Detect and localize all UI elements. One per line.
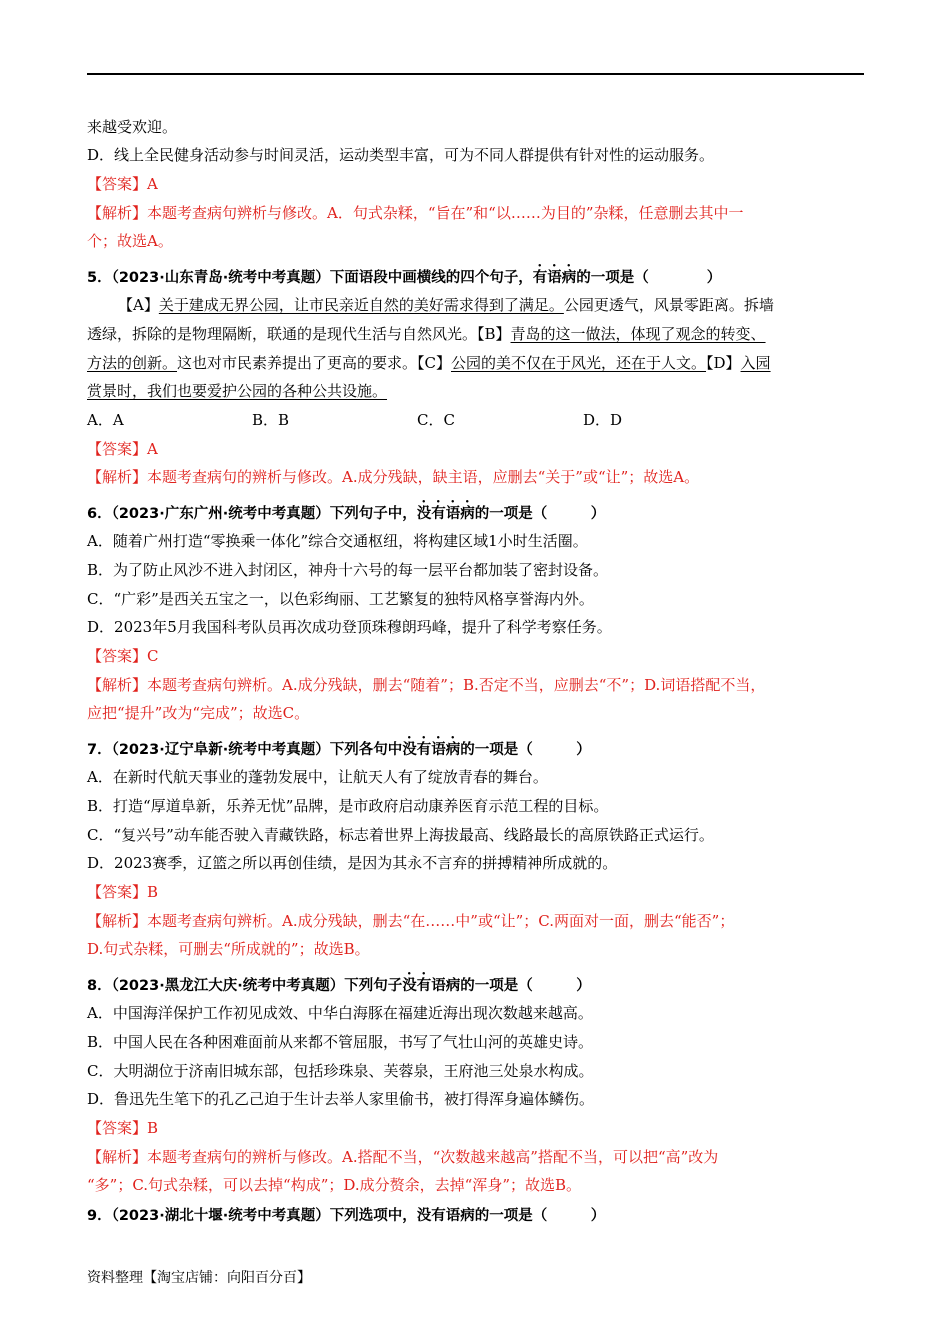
q6-emphasis: 没有语病	[416, 506, 475, 522]
q4-option-d: D．线上全民健身活动参与时间灵活，运动类型丰富，可为不同人群提供有针对性的运动服务。	[87, 146, 715, 164]
q7-option-d: D．2023赛季，辽篮之所以再创佳绩，是因为其永不言弃的拼搏精神所成就的。	[87, 854, 618, 872]
q4-analysis-line1: 【解析】本题考查病句辨析与修改。A．句式杂糅，“旨在”和“以……为目的”杂糅，任意删去其中一	[87, 204, 744, 222]
q4-answer: 【答案】A	[87, 175, 158, 193]
q5-option-a: A．A	[87, 411, 124, 429]
q5-sentence-a: 关于建成无界公园，让市民亲近自然的美好需求得到了满足。	[158, 296, 564, 314]
q7-analysis-line2: D.句式杂糅，可删去“所成就的”；故选B。	[87, 940, 370, 958]
q5-option-d: D．D	[583, 411, 623, 429]
q5-sentence-d: 入园	[740, 354, 771, 372]
paragraph-fragment: 来越受欢迎。	[87, 118, 178, 136]
q5-passage-line3: 方法的创新。这也对市民素养提出了更高的要求。【C】公园的美不仅在于风光，还在于人文。【D】入园	[87, 354, 771, 372]
q8-title: 8．（2023·黑龙江大庆·统考中考真题）下列句子没有语病的一项是（ ）	[87, 978, 591, 994]
q5-options	[87, 410, 864, 430]
q6-option-a: A．随着广州打造“零换乘一体化”综合交通枢纽，将构建区域1小时生活圈。	[87, 532, 588, 550]
q7-analysis-line1: 【解析】本题考查病句辨析。A.成分残缺，删去“在……中”或“让”；C.两面对一面，删去“能否”；	[87, 912, 735, 930]
q5-emphasis: 有语病	[532, 270, 577, 286]
q6-option-d: D．2023年5月我国科考队员再次成功登顶珠穆朗玛峰，提升了科学考察任务。	[87, 618, 612, 636]
q6-answer: 【答案】C	[87, 647, 159, 665]
q5-answer: 【答案】A	[87, 440, 158, 458]
q7-option-a: A．在新时代航天事业的蓬勃发展中，让航天人有了绽放青春的舞台。	[87, 768, 548, 786]
q5-title: 5．（2023·山东青岛·统考中考真题）下面语段中画横线的四个句子，有语病的一项是（ ）	[87, 270, 722, 286]
q8-option-c: C．大明湖位于济南旧城东部，包括珍珠泉、芙蓉泉，王府池三处泉水构成。	[87, 1062, 594, 1080]
q7-answer: 【答案】B	[87, 883, 159, 901]
q8-analysis-line2: “多”；C.句式杂糅，可以去掉“构成”；D.成分赘余，去掉“浑身”；故选B。	[87, 1176, 582, 1194]
q8-answer: 【答案】B	[87, 1119, 159, 1137]
footer-source: 资料整理【淘宝店铺：向阳百分百】	[87, 1270, 311, 1286]
q8-option-a: A．中国海洋保护工作初见成效、中华白海豚在福建近海出现次数越来越高。	[87, 1004, 593, 1022]
q5-passage-line2: 透绿，拆除的是物理隔断，联通的是现代生活与自然风光。【B】青岛的这一做法，体现了观念的转变、	[87, 325, 766, 343]
q4-analysis-line2: 个；故选A。	[87, 232, 173, 250]
q5-sentence-b: 青岛的这一做法，体现了观念的转变、	[510, 325, 766, 343]
q8-option-b: B．中国人民在各种困难面前从来都不管屈服，书写了气壮山河的英雄史诗。	[87, 1033, 594, 1051]
q9-title: 9．（2023·湖北十堰·统考中考真题）下列选项中，没有语病的一项是（ ）	[87, 1208, 606, 1224]
q5-sentence-c: 公园的美不仅在于风光，还在于人文。	[451, 354, 707, 372]
q7-option-b: B．打造“厚道阜新，乐养无忧”品牌，是市政府启动康养医育示范工程的目标。	[87, 797, 609, 815]
q5-passage-line4: 赏景时，我们也要爱护公园的各种公共设施。	[87, 382, 388, 400]
q5-option-b: B．B	[252, 411, 290, 429]
header-rule	[87, 73, 864, 75]
q6-analysis-line1: 【解析】本题考查病句辨析。A.成分残缺，删去“随着”；B.否定不当，应删去“不”；D.词语搭配不当，	[87, 676, 766, 694]
q8-emphasis: 没有	[402, 978, 432, 994]
q5-option-c: C．C	[417, 411, 455, 429]
q6-analysis-line2: 应把“提升”改为“完成”；故选C。	[87, 704, 310, 722]
q5-passage-line1: 【A】关于建成无界公园，让市民亲近自然的美好需求得到了满足。公园更透气，风景零距离。拆墙	[118, 296, 774, 314]
q8-option-d: D．鲁迅先生笔下的孔乙己迫于生计去举人家里偷书，被打得浑身遍体鳞伤。	[87, 1090, 595, 1108]
q5-analysis: 【解析】本题考查病句的辨析与修改。A.成分残缺，缺主语，应删去“关于”或“让”；故选A。	[87, 468, 700, 486]
q8-analysis-line1: 【解析】本题考查病句的辨析与修改。A.搭配不当，“次数越来越高”搭配不当，可以把“高”改为	[87, 1148, 719, 1166]
q6-option-c: C．“广彩”是西关五宝之一，以色彩绚丽、工艺繁复的独特风格享誉海内外。	[87, 590, 594, 608]
q7-option-c: C．“复兴号”动车能否驶入青藏铁路，标志着世界上海拔最高、线路最长的高原铁路正式运行。	[87, 826, 714, 844]
q6-title: 6．（2023·广东广州·统考中考真题）下列句子中，没有语病的一项是（ ）	[87, 506, 606, 522]
q7-title: 7．（2023·辽宁阜新·统考中考真题）下列各句中没有语病的一项是（ ）	[87, 742, 591, 758]
q6-option-b: B．为了防止风沙不进入封闭区，神舟十六号的每一层平台都加装了密封设备。	[87, 561, 609, 579]
q7-emphasis: 没有语病	[402, 742, 461, 758]
